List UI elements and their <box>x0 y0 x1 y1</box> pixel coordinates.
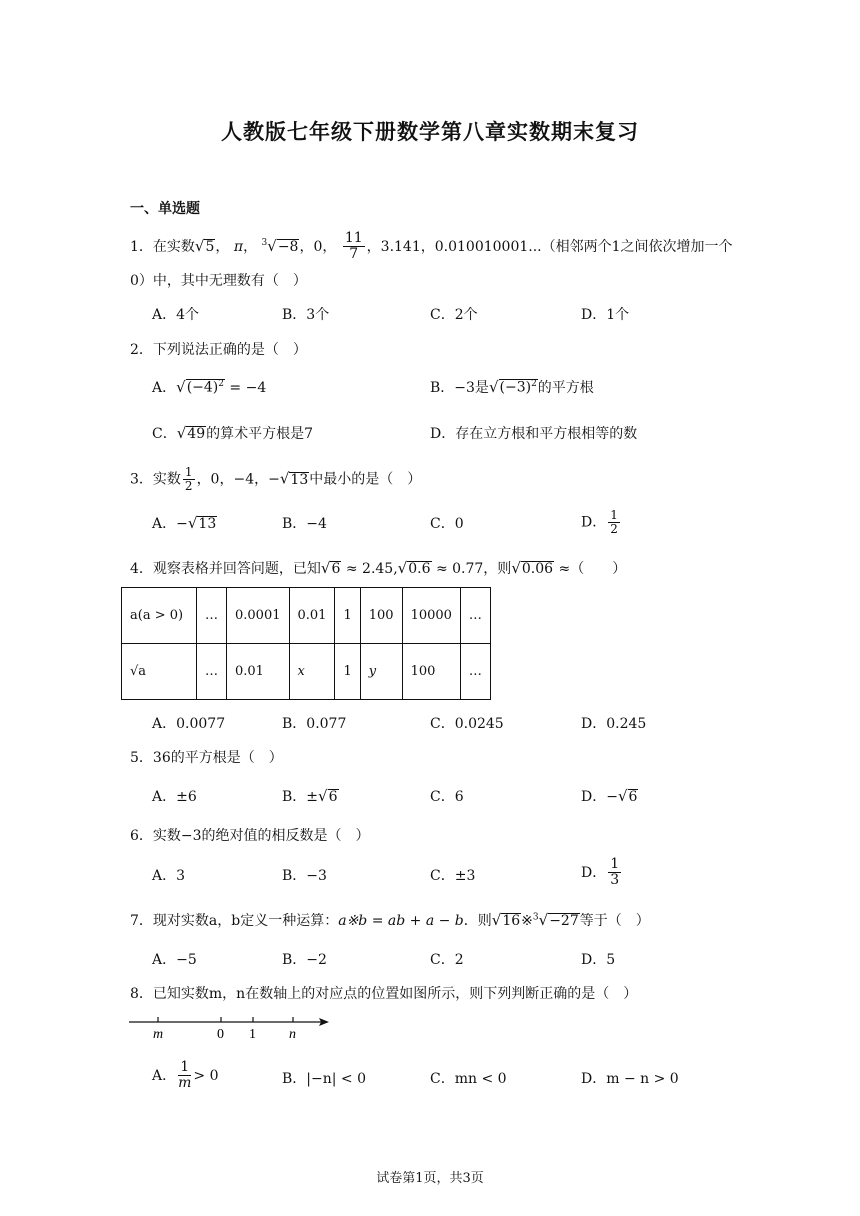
table-cell: 100 <box>402 644 460 700</box>
question-4-stem: 4．观察表格并回答问题，已知√6 ≈ 2.45,√0.6 ≈ 0.77，则√0.06 ≈（ ） <box>130 559 627 577</box>
question-1-line-2: 0）中，其中无理数有（ ） <box>130 273 307 289</box>
table-cell: … <box>460 644 490 700</box>
q6-option-d[interactable]: D． $\frac{1}{3}$ <box>581 856 620 889</box>
q4-option-b[interactable]: B．0.077 <box>282 716 347 732</box>
page-footer: 试卷第1页，共3页 <box>376 1171 484 1186</box>
q1-option-d[interactable]: D．1个 <box>581 307 630 323</box>
table-cell: √a <box>122 644 197 700</box>
q3-option-d[interactable]: D． $\frac{1}{2}$ <box>581 508 618 537</box>
q8-option-b[interactable]: B．|−n| < 0 <box>282 1071 367 1087</box>
section-heading: 一、单选题 <box>130 201 200 217</box>
q4-table <box>121 587 491 700</box>
q4-option-a[interactable]: A．0.0077 <box>152 716 226 732</box>
table-cell: 1 <box>335 588 360 644</box>
q2-option-b[interactable]: B．−3是$√(-3)^2$的平方根 <box>430 378 594 396</box>
table-cell: 10000 <box>402 588 460 644</box>
question-3-stem: 3．实数 $\frac{1}{2}$ ，0，−4，−√13中最小的是（ ） <box>130 465 422 494</box>
table-cell: … <box>197 588 227 644</box>
q5-option-c[interactable]: C．6 <box>430 789 464 805</box>
q2-option-d[interactable]: D．存在立方根和平方根相等的数 <box>430 426 638 442</box>
axis-label-0: 0 <box>217 1027 224 1042</box>
q1-option-b[interactable]: B．3个 <box>282 307 330 323</box>
table-cell: x <box>289 644 335 700</box>
axis-label-n: n <box>289 1027 296 1042</box>
q6-option-c[interactable]: C．±3 <box>430 868 476 884</box>
q4-option-d[interactable]: D．0.245 <box>581 716 647 732</box>
q1-option-a[interactable]: A．4个 <box>152 307 200 323</box>
q8-option-d[interactable]: D．m − n > 0 <box>581 1071 679 1087</box>
question-6-stem: 6．实数−3的绝对值的相反数是（ ） <box>130 828 370 844</box>
q3-option-c[interactable]: C．0 <box>430 516 464 532</box>
table-cell: 100 <box>360 588 402 644</box>
table-cell: 0.0001 <box>227 588 290 644</box>
q2-option-c[interactable]: C．√49的算术平方根是7 <box>152 424 314 442</box>
q1-option-c[interactable]: C．2个 <box>430 307 478 323</box>
q2-option-a[interactable]: A．$√(-4)^2 = -4$ <box>152 378 267 396</box>
table-row <box>122 588 491 644</box>
question-7-stem: 7．现对实数a，b定义一种运算：a※b = ab + a − b．则√16※$^3$√−27等于（ ） <box>130 911 650 929</box>
number-line-figure <box>125 1012 335 1042</box>
question-5-stem: 5．36的平方根是（ ） <box>130 750 283 766</box>
q7-option-a[interactable]: A．−5 <box>152 952 197 968</box>
q7-option-c[interactable]: C．2 <box>430 952 464 968</box>
q5-option-d[interactable]: D．−√6 <box>581 787 638 805</box>
q5-option-a[interactable]: A．±6 <box>152 789 197 805</box>
table-cell: 0.01 <box>227 644 290 700</box>
question-2-stem: 2．下列说法正确的是（ ） <box>130 342 307 358</box>
table-cell: … <box>460 588 490 644</box>
q8-option-a[interactable]: A． $\frac{1}{m}$ > 0 <box>152 1059 219 1092</box>
table-cell: 1 <box>335 644 360 700</box>
q5-option-b[interactable]: B．±√6 <box>282 787 338 805</box>
table-cell: y <box>360 644 402 700</box>
q6-option-a[interactable]: A．3 <box>152 868 186 884</box>
question-8-stem: 8．已知实数m，n在数轴上的对应点的位置如图所示，则下列判断正确的是（ ） <box>130 986 638 1002</box>
question-1-line-1: 1．在实数√5， π， $^3$√−8，0， $\frac{11}{7}$ ，3.141，0.010010001...（相邻两个1之间依次增加一个 <box>130 230 733 263</box>
axis-label-1: 1 <box>249 1027 256 1042</box>
q7-option-d[interactable]: D．5 <box>581 952 616 968</box>
q3-option-b[interactable]: B．−4 <box>282 516 327 532</box>
q6-option-b[interactable]: B．−3 <box>282 868 327 884</box>
q8-option-c[interactable]: C．mn < 0 <box>430 1071 507 1087</box>
q3-option-a[interactable]: A．−√13 <box>152 514 217 532</box>
table-row <box>122 644 491 700</box>
q7-option-b[interactable]: B．−2 <box>282 952 327 968</box>
table-cell: 0.01 <box>289 588 335 644</box>
axis-label-m: m <box>153 1027 164 1042</box>
table-cell: … <box>197 644 227 700</box>
page-title: 人教版七年级下册数学第八章实数期末复习 <box>221 119 639 144</box>
table-cell: a(a > 0) <box>122 588 197 644</box>
q4-option-c[interactable]: C．0.0245 <box>430 716 504 732</box>
